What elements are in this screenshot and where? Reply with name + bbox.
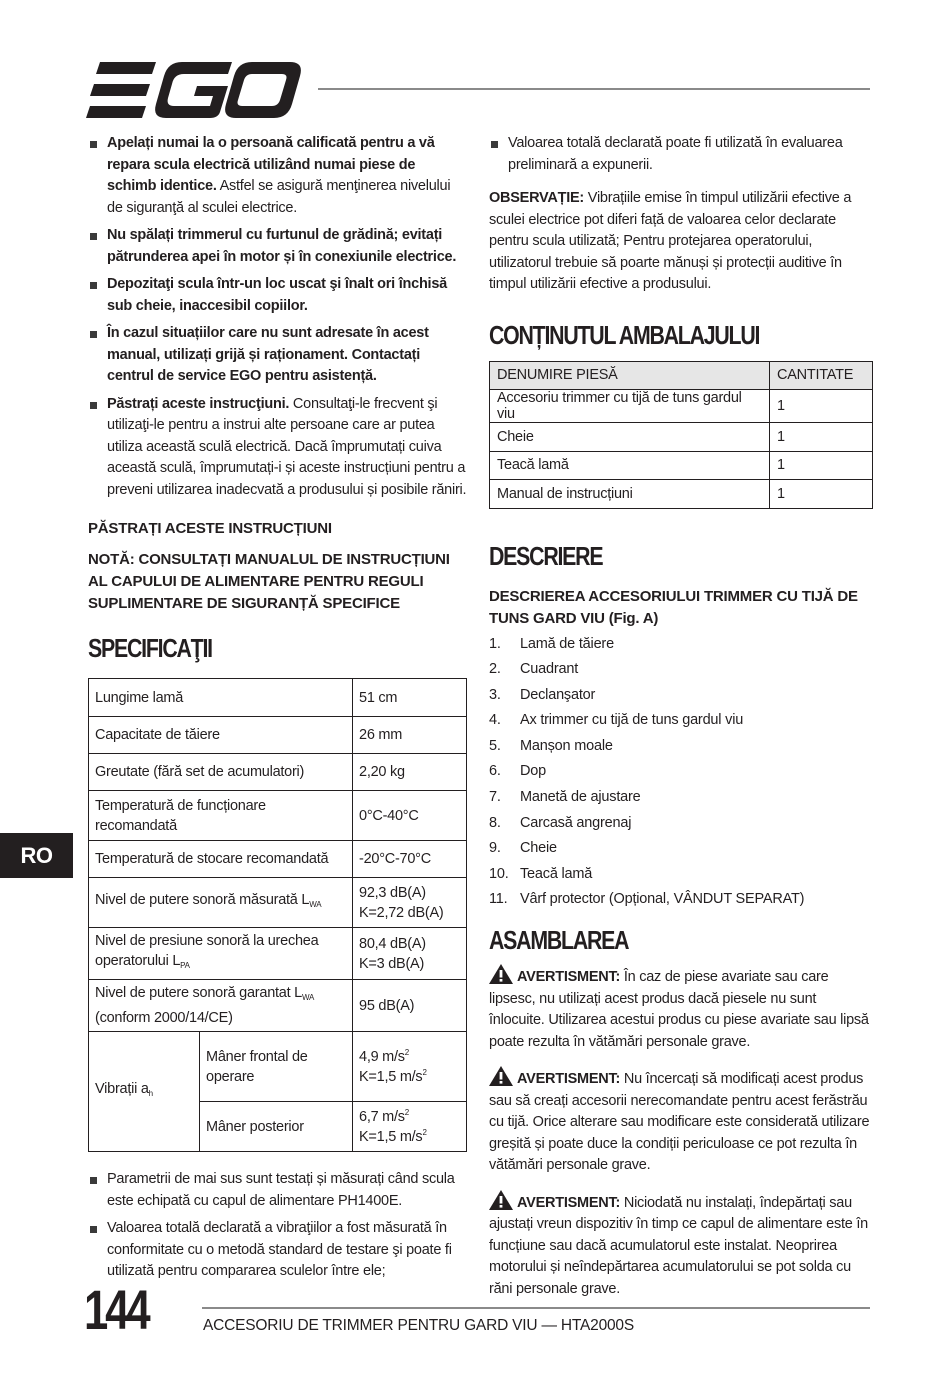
spec-table — [88, 678, 467, 1152]
list-item: Valoarea totală declarată poate fi utilizată în evaluarea preliminară a expunerii. — [489, 133, 873, 176]
table-row: Temperatură de stocare recomandată -20°C-70°C — [89, 841, 467, 878]
exposure-bullet-list — [489, 133, 873, 176]
list-item: Parametrii de mai sus sunt testați și măsurați când scula este echipată cu capul de alimentare PH1400E. — [88, 1169, 468, 1212]
spec-heading: SPECIFICAŢII — [88, 633, 212, 663]
list-item: 6. Dop — [489, 763, 546, 780]
observation-paragraph: OBSERVAȚIE: Vibrațiile emise în timpul utilizării efective a sculei electrice pot diferi față de valoarea celor declarate pentru scula utilizată; Pentru protejarea operatorului, utilizatorul trebuie să poarte mănuși și protecții auditive în timpul utilizării efective a produsului. — [489, 190, 852, 292]
list-item: 4. Ax trimmer cu tijă de tuns gardul viu — [489, 712, 744, 729]
language-tab: RO — [0, 833, 73, 878]
package-contents-table — [489, 361, 873, 509]
table-row: Greutate (fără set de acumulatori) 2,20 kg — [89, 754, 467, 791]
warning-triangle-icon — [489, 964, 513, 984]
warning-paragraph: AVERTISMENT: Niciodată nu instalați, îndepărtați sau ajustați vreun dispozitiv în timp ce capul de alimentare este în funcțiune sau dacă acumulatorul este instalat. Neoprirea motorului și neîndepărtarea acumulatorului se pot solda cu răni personale grave. — [489, 1190, 873, 1301]
table-row: Accesoriu trimmer cu tijă de tuns gardul viu 1 — [490, 390, 873, 423]
table-header-row: DENUMIRE PIESĂ CANTITATE — [490, 361, 873, 390]
footer-rule — [202, 1307, 870, 1309]
spec-notes-list — [88, 1169, 468, 1283]
warning-paragraph: AVERTISMENT: În caz de piese avariate sau care lipsesc, nu utilizați acest produs dacă piesele nu sunt înlocuite. Utilizarea acestui produs cu piese avariate sau lipsă poate rezulta în vătămări personale grave. — [489, 964, 873, 1053]
list-item: Valoarea totală declarată a vibraţiilor a fost măsurată în conformitate cu o metodă standard de testare şi poate fi utilizată pentru compararea sculelor între ele; — [88, 1218, 468, 1283]
list-item: 5. Manșon moale — [489, 737, 613, 754]
list-item: 10. Teacă lamă — [489, 865, 593, 882]
parts-list — [489, 632, 873, 914]
list-item: 1. Lamă de tăiere — [489, 635, 614, 652]
table-row: Nivel de putere sonoră măsurată $L_{WA}$ 92,3 dB(A) K=2,72 dB(A) — [89, 878, 467, 928]
ego-logo — [86, 62, 301, 118]
warning-triangle-icon — [489, 1066, 513, 1086]
table-row: Mâner posterior 6,7 $m/s^2$ K=1,5 $m/s^2$ — [89, 1102, 467, 1152]
right-column — [489, 133, 873, 1300]
table-row: Manual de instrucțiuni 1 — [490, 480, 873, 509]
table-row: Vibrații $a_h$ Mâner frontal de operare 4,9 $m/s^2$ K=1,5 $m/s^2$ — [89, 1032, 467, 1102]
table-row: Nivel de presiune sonoră la urechea operatorului $L_{PA}$ 80,4 dB(A) K=3 dB(A) — [89, 928, 467, 980]
page-number: 144 — [84, 1278, 148, 1341]
list-item: 9. Cheie — [489, 840, 557, 857]
assembly-heading: ASAMBLAREA — [489, 925, 629, 956]
warning-triangle-icon — [489, 1190, 513, 1210]
list-item: 8. Carcasă angrenaj — [489, 814, 632, 831]
package-contents-heading: CONȚINUTUL AMBALAJULUI — [489, 319, 760, 350]
keep-instructions-line: PĂSTRAȚI ACESTE INSTRUCȚIUNI — [88, 520, 332, 537]
warning-paragraph: AVERTISMENT: Nu încercați să modificați acest produs sau să creați accesorii nerecomandate pentru acest ferăstrău cu tijă. Orice alterare sau modificare este considerată utilizare greșită și poate duce la condiții periculoase ce pot rezulta în vătămări personale grave. — [489, 1066, 873, 1177]
safety-bullet-list — [88, 133, 468, 501]
list-item: 2. Cuadrant — [489, 661, 579, 678]
table-row: Temperatură de funcționare recomandată 0°C-40°C — [89, 791, 467, 841]
table-row: Teacă lamă 1 — [490, 451, 873, 480]
list-item: 11. Vârf protector (Opțional, VÂNDUT SEPARAT) — [489, 891, 805, 908]
left-column — [88, 133, 468, 1289]
list-item: 3. Declanşator — [489, 686, 596, 703]
table-row: Lungime lamă 51 cm — [89, 679, 467, 717]
table-row: Capacitate de tăiere 26 mm — [89, 717, 467, 754]
description-subheading: DESCRIEREA ACCESORIULUI TRIMMER CU TIJĂ DE TUNS GARD VIU (Fig. A) — [489, 587, 858, 627]
header-rule — [318, 88, 870, 90]
list-item: În cazul situațiilor care nu sunt adresate în acest manual, utilizați grijă și raționament. Contactați centrul de service EGO pentru asistență. — [88, 323, 468, 388]
list-item: Păstrați aceste instrucţiuni. Consultaţi-le frecvent şi utilizaţi-le pentru a instrui alte persoane care ar putea utiliza această sculă electrică. Dacă împrumutați cuiva această sculă, împrumutați-i și aceste instrucțiuni pentru a preveni utilizarea inadecvată a produsului și posibile răniri. — [88, 394, 468, 502]
list-item: 7. Manetă de ajustare — [489, 789, 641, 806]
list-item: Apelați numai la o persoană calificată pentru a vă repara scula electrică utilizând numai piese de schimb identice. Astfel se asigură menţinerea nivelului de siguranţă al sculei electrice. — [88, 133, 468, 219]
description-heading: DESCRIERE — [489, 540, 603, 571]
table-row: Nivel de putere sonoră garantat $L_{WA}$ (conform 2000/14/CE) 95 dB(A) — [89, 980, 467, 1032]
table-row: Cheie 1 — [490, 423, 873, 452]
note-line: NOTĂ: CONSULTAȚI MANUALUL DE INSTRUCȚIUNI AL CAPULUI DE ALIMENTARE PENTRU REGULI SUPLIMENTARE DE SIGURANȚĂ SPECIFICE — [88, 551, 450, 612]
list-item: Nu spălați trimmerul cu furtunul de grădină; evitați pătrunderea apei în motor și în conexiunile electrice. — [88, 225, 468, 268]
list-item: Depozitaţi scula într-un loc uscat şi înalt ori închisă sub cheie, inaccesibil copiilor. — [88, 274, 468, 317]
footer-title: ACCESORIU DE TRIMMER PENTRU GARD VIU — HTA2000S — [203, 1317, 634, 1334]
